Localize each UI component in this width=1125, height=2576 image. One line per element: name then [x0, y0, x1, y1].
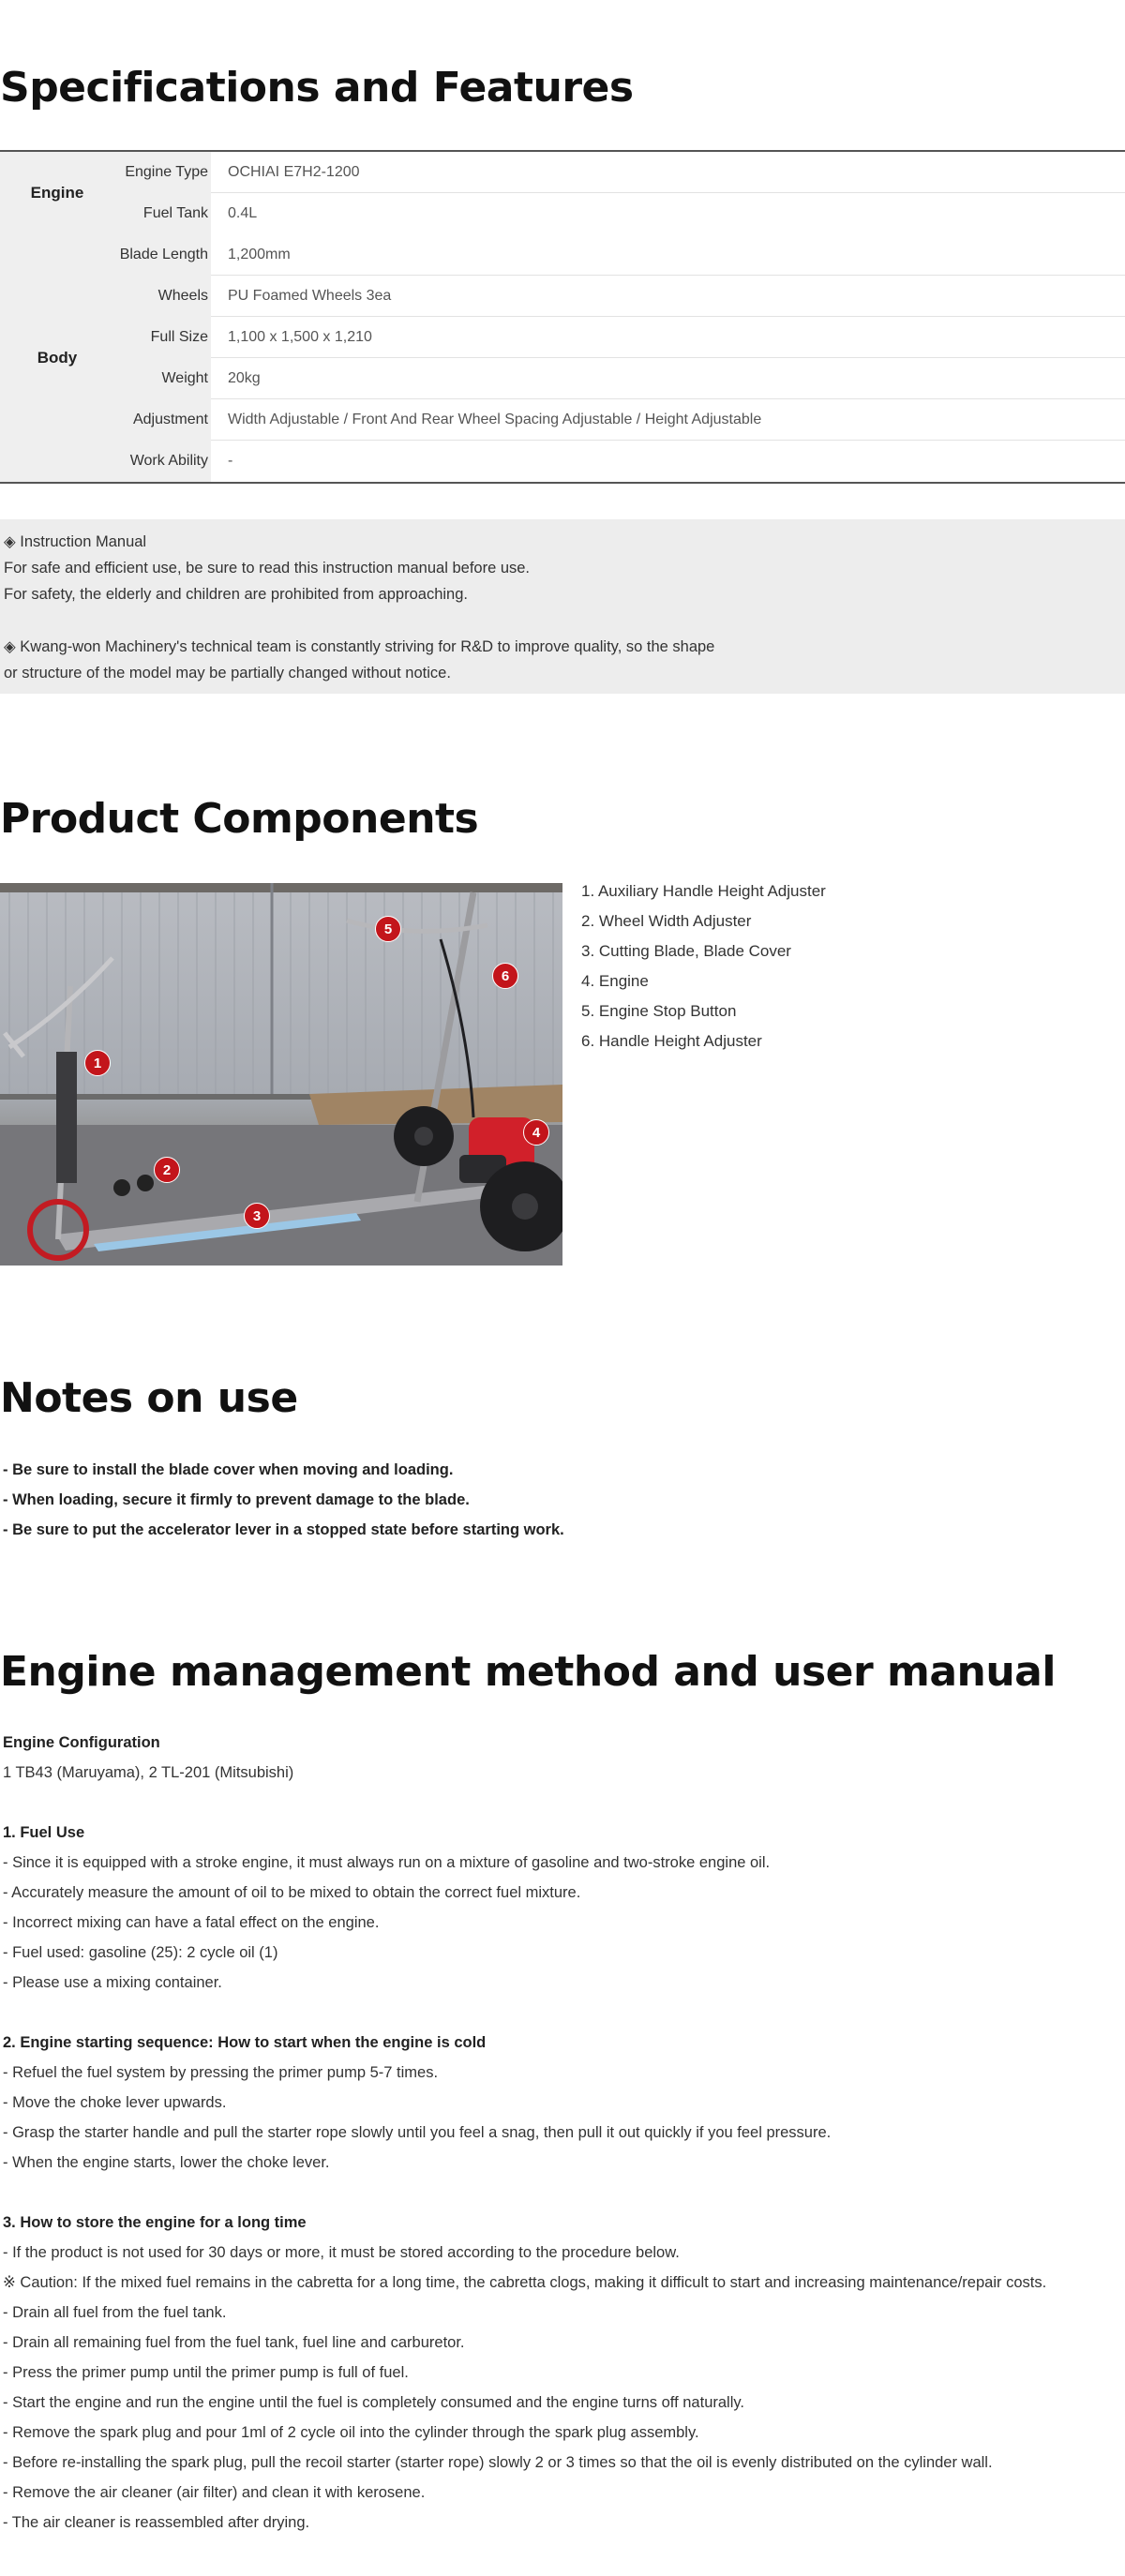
component-item: 2. Wheel Width Adjuster: [581, 912, 752, 930]
spec-row: [114, 276, 1125, 317]
spec-label: Fuel Tank: [114, 193, 211, 234]
manual-heading: 1. Fuel Use: [3, 1824, 85, 1841]
note-item: - When loading, secure it firmly to prevent damage to the blade.: [3, 1491, 470, 1508]
spec-row: [114, 317, 1125, 358]
manual-line: [3, 1788, 1118, 1818]
note-item: - Be sure to install the blade cover when moving and loading.: [3, 1461, 454, 1478]
manual-line: - If the product is not used for 30 days or more, it must be stored according to the procedure below.: [3, 2244, 680, 2261]
manual-line: - Since it is equipped with a stroke engine, it must always run on a mixture of gasoline and two-stroke engine oil.: [3, 1854, 771, 1871]
component-item: 4. Engine: [581, 972, 649, 990]
manual-line: - Drain all remaining fuel from the fuel tank, fuel line and carburetor.: [3, 2334, 465, 2351]
product-illustration: [0, 883, 562, 1266]
spec-label: Blade Length: [114, 234, 211, 276]
spec-row: [114, 399, 1125, 441]
component-marker-3: 3: [244, 1203, 270, 1229]
manual-body: [3, 1728, 1118, 2538]
manual-line: [3, 1998, 1118, 2028]
manual-line: - Remove the air cleaner (air filter) and clean it with kerosene.: [3, 2484, 426, 2501]
spec-row: [114, 358, 1125, 399]
manual-line: - Refuel the fuel system by pressing the primer pump 5-7 times.: [3, 2064, 439, 2081]
spec-label: Adjustment: [114, 399, 211, 441]
manual-line: ※ Caution: If the mixed fuel remains in the cabretta for a long time, the cabretta clogs, making it difficult to start and increasing maintenance/repair costs.: [3, 2274, 1047, 2291]
spec-row: [114, 441, 1125, 482]
manual-title: Engine management method and user manual: [0, 1648, 1056, 1696]
spec-value: PU Foamed Wheels 3ea: [211, 276, 1125, 317]
spec-group-engine: Engine: [0, 152, 114, 234]
notice-line: or structure of the model may be partially changed without notice.: [4, 665, 451, 681]
manual-line: - Please use a mixing container.: [3, 1974, 222, 1991]
spec-label: Wheels: [114, 276, 211, 317]
component-marker-1: 1: [84, 1050, 111, 1076]
manual-line: - Press the primer pump until the primer pump is full of fuel.: [3, 2364, 409, 2381]
component-item: 5. Engine Stop Button: [581, 1002, 737, 1020]
spec-table: [0, 150, 1125, 484]
manual-line: [3, 2178, 1118, 2208]
spec-value: Width Adjustable / Front And Rear Wheel Spacing Adjustable / Height Adjustable: [211, 399, 1125, 441]
notice-line: [4, 607, 1121, 634]
manual-line: - Fuel used: gasoline (25): 2 cycle oil (1): [3, 1944, 278, 1961]
manual-line: - When the engine starts, lower the choke lever.: [3, 2154, 330, 2171]
manual-heading: Engine Configuration: [3, 1734, 160, 1751]
spec-value: -: [228, 453, 233, 469]
spec-row: [114, 152, 1125, 193]
component-item: 6. Handle Height Adjuster: [581, 1032, 762, 1050]
manual-line: - Drain all fuel from the fuel tank.: [3, 2304, 227, 2321]
manual-heading: 2. Engine starting sequence: How to start when the engine is cold: [3, 2034, 487, 2051]
notice-line: For safe and efficient use, be sure to read this instruction manual before use.: [4, 560, 531, 577]
component-marker-4: 4: [523, 1119, 549, 1146]
manual-line: - Grasp the starter handle and pull the starter rope slowly until you feel a snag, then pull it out quickly if you feel pressure.: [3, 2124, 832, 2141]
notice-line: ◈ Kwang-won Machinery's technical team is constantly striving for R&D to improve quality, so the shape: [4, 638, 715, 655]
notice-box: [0, 519, 1125, 694]
note-item: - Be sure to put the accelerator lever in a stopped state before starting work.: [3, 1521, 564, 1538]
component-marker-2: 2: [154, 1157, 180, 1183]
spec-value: 1,100 x 1,500 x 1,210: [211, 317, 1125, 358]
component-marker-5: 5: [375, 916, 401, 942]
manual-line: - Remove the spark plug and pour 1ml of 2 cycle oil into the cylinder through the spark plug assembly.: [3, 2424, 699, 2441]
spec-label: Full Size: [114, 317, 211, 358]
component-item: 1. Auxiliary Handle Height Adjuster: [581, 882, 826, 900]
spec-label: Engine Type: [114, 152, 211, 193]
manual-line: - Start the engine and run the engine until the fuel is completely consumed and the engine turns off naturally.: [3, 2394, 744, 2411]
manual-line: - Incorrect mixing can have a fatal effect on the engine.: [3, 1914, 380, 1931]
spec-label: Weight: [114, 358, 211, 399]
spec-value: 1,200mm: [211, 234, 1125, 276]
manual-line: - Move the choke lever upwards.: [3, 2094, 227, 2111]
component-item: 3. Cutting Blade, Blade Cover: [581, 942, 791, 960]
spec-row: [114, 193, 1125, 234]
component-marker-6: 6: [492, 963, 518, 989]
manual-heading: 3. How to store the engine for a long time: [3, 2214, 307, 2231]
spec-label: Work Ability: [114, 441, 211, 482]
manual-line: - Accurately measure the amount of oil to be mixed to obtain the correct fuel mixture.: [3, 1884, 581, 1901]
spec-row: [114, 234, 1125, 276]
product-photo: [0, 883, 562, 1266]
components-title: Product Components: [0, 795, 479, 843]
manual-line: 1 TB43 (Maruyama), 2 TL-201 (Mitsubishi): [3, 1764, 294, 1781]
spec-group-body: Body: [0, 234, 114, 482]
spec-value: 20kg: [211, 358, 1125, 399]
spec-value: 0.4L: [228, 205, 258, 221]
notice-line: ◈ Instruction Manual: [4, 533, 147, 550]
notes-title: Notes on use: [0, 1374, 298, 1422]
notice-line: For safety, the elderly and children are prohibited from approaching.: [4, 586, 468, 603]
manual-line: - Before re-installing the spark plug, pull the recoil starter (starter rope) slowly 2 or 3 times so that the oil is evenly distributed on the cylinder wall.: [3, 2454, 993, 2471]
notes-list: [3, 1455, 564, 1545]
spec-value: OCHIAI E7H2-1200: [211, 152, 1125, 193]
specs-title: Specifications and Features: [0, 64, 634, 112]
manual-line: - The air cleaner is reassembled after drying.: [3, 2514, 310, 2531]
components-list: [581, 876, 826, 1056]
